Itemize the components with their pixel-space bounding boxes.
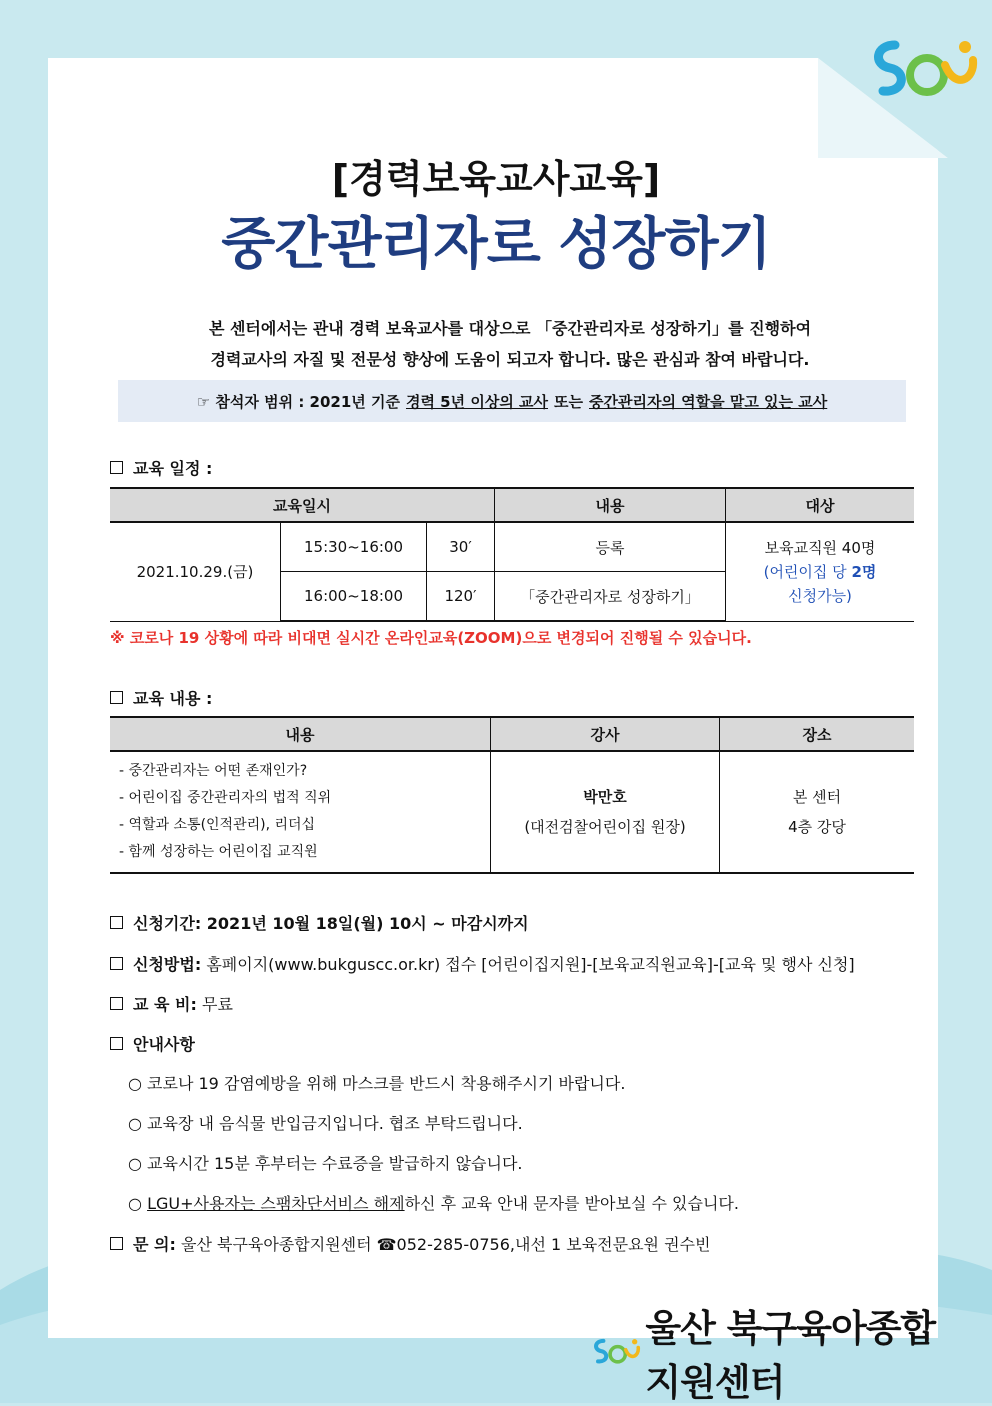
application-period-text: 신청기간: 2021년 10월 18일(월) 10시 ~ 마감시까지 [133, 914, 529, 933]
center-logo-icon [590, 1322, 641, 1382]
eligibility-criterion-2: 중간관리자의 역할을 맡고 있는 교사 [589, 392, 828, 411]
schedule-duration: 120′ [427, 572, 495, 622]
content-heading [110, 686, 212, 709]
schedule-duration: 30′ [427, 522, 495, 572]
content-header-place: 장소 [720, 717, 915, 751]
target-line-2: (어린이집 당 2명 [763, 562, 877, 581]
guide-heading-text: 안내사항 [133, 1035, 195, 1054]
fee-value: 무료 [202, 995, 233, 1014]
schedule-heading-text: 교육 일정 : [133, 459, 213, 478]
center-logo-icon [865, 35, 980, 105]
guide-item-3: ○ 교육시간 15분 후부터는 수료증을 발급하지 않습니다. [128, 1154, 523, 1173]
schedule-content: 「중간관리자로 성장하기」 [495, 572, 726, 622]
place-line-1: 본 센터 [792, 788, 842, 806]
list-item: - 역할과 소통(인적관리), 리더십 [119, 817, 316, 833]
eligibility-label: ☞ 참석자 범위 : 2021년 기준 [196, 392, 400, 411]
schedule-target [726, 522, 915, 621]
target-line-1: 보육교직원 40명 [764, 538, 876, 557]
checkbox-square-icon [110, 1237, 123, 1250]
schedule-heading [110, 456, 212, 479]
checkbox-square-icon [110, 461, 123, 474]
schedule-time: 16:00~18:00 [281, 572, 427, 622]
checkbox-square-icon [110, 1037, 123, 1050]
fee-label: 교 육 비: [133, 995, 197, 1014]
instructor-name: 박만호 [583, 788, 627, 806]
education-fee [110, 992, 233, 1015]
contact-value: 울산 북구육아종합지원센터 ☎052-285-0756,내선 1 보육전문요원 권수빈 [180, 1235, 711, 1254]
list-item: - 어린이집 중간관리자의 법적 직위 [119, 790, 332, 806]
page-category: [경력보육교사교육] [331, 157, 661, 201]
intro-line-2: 경력교사의 자질 및 전문성 향상에 도움이 되고자 합니다. 많은 관심과 참여 바랍니다. [210, 350, 810, 369]
contact-label: 문 의: [133, 1235, 176, 1254]
eligibility-banner [118, 380, 906, 422]
instructor-title: (대전검찰어린이집 원장) [524, 818, 686, 836]
checkbox-square-icon [110, 997, 123, 1010]
schedule-date: 2021.10.29.(금) [110, 522, 281, 621]
method-value: 홈페이지(www.bukguscc.or.kr) 접수 [어린이집지원]-[보육교직원교육]-[교육 및 행사 신청] [206, 955, 855, 974]
schedule-table [110, 487, 914, 622]
content-topics [110, 751, 491, 873]
checkbox-square-icon [110, 691, 123, 704]
footer-logo [590, 1307, 960, 1404]
guide-item-2: ○ 교육장 내 음식물 반입금지입니다. 협조 부탁드립니다. [128, 1114, 523, 1133]
application-period [110, 911, 529, 934]
table-row [110, 751, 914, 873]
guide-heading [110, 1032, 195, 1055]
guide-item-4: ○ LGU+사용자는 스팸차단서비스 해제하신 후 교육 안내 문자를 받아보실 수 있습니다. [128, 1194, 739, 1213]
schedule-header-content: 내용 [495, 488, 726, 522]
guide-item-1: ○ 코로나 19 감염예방을 위해 마스크를 반드시 착용해주시기 바랍니다. [128, 1074, 626, 1093]
content-instructor [491, 751, 720, 873]
content-header-instructor: 강사 [491, 717, 720, 751]
list-item: - 함께 성장하는 어린이집 교직원 [119, 844, 318, 860]
content-place [720, 751, 915, 873]
contact-info [110, 1232, 710, 1255]
eligibility-criterion-1: 경력 5년 이상의 교사 [405, 392, 549, 411]
place-line-2: 4층 강당 [788, 818, 846, 836]
schedule-header-datetime: 교육일시 [110, 488, 495, 522]
eligibility-or: 또는 [554, 392, 583, 411]
schedule-header-target: 대상 [726, 488, 915, 522]
schedule-content: 등록 [495, 522, 726, 572]
application-method [110, 952, 855, 975]
footer-org-name: 울산 북구육아종합지원센터 [645, 1307, 936, 1404]
checkbox-square-icon [110, 957, 123, 970]
table-row [110, 522, 914, 572]
corona-notice: ※ 코로나 19 상황에 따라 비대면 실시간 온라인교육(ZOOM)으로 변경되어 진행될 수 있습니다. [110, 629, 752, 647]
content-heading-text: 교육 내용 : [133, 689, 213, 708]
intro-line-1: 본 센터에서는 관내 경력 보육교사를 대상으로 「중간관리자로 성장하기」를 진행하여 [208, 319, 812, 338]
schedule-time: 15:30~16:00 [281, 522, 427, 572]
list-item: - 중간관리자는 어떤 존재인가? [119, 763, 308, 779]
content-header-topic: 내용 [110, 717, 491, 751]
checkbox-square-icon [110, 916, 123, 929]
content-table [110, 716, 914, 874]
target-line-3: 신청가능) [788, 586, 852, 605]
method-label: 신청방법: [133, 955, 202, 974]
page-title: 중간관리자로 성장하기 [221, 212, 771, 277]
